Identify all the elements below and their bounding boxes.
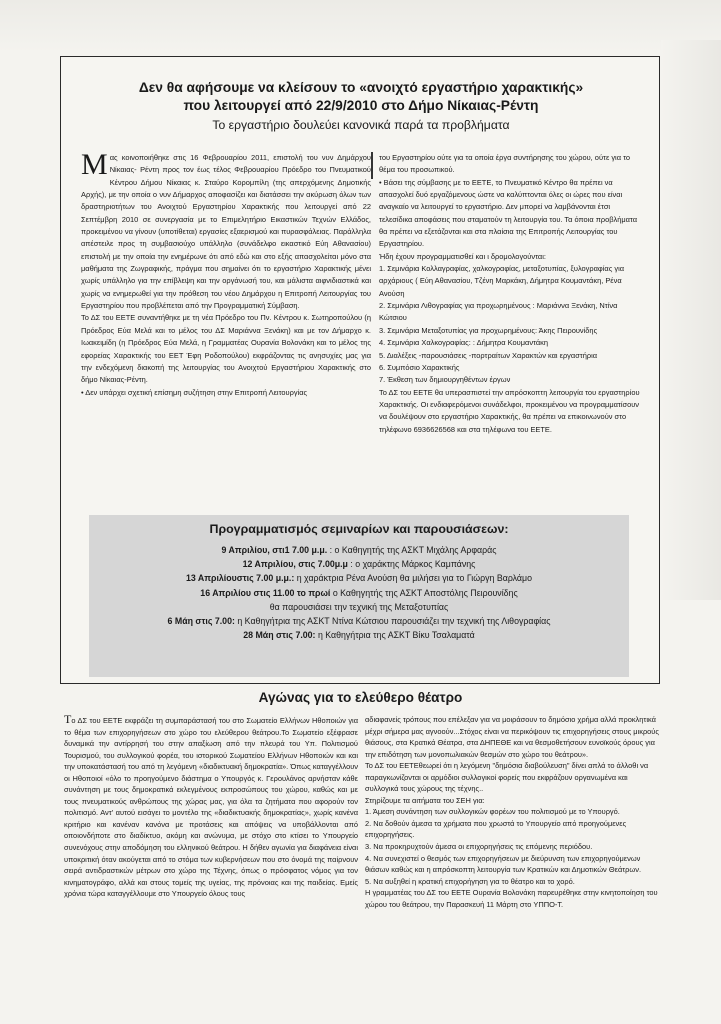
adjacent-page-bleed-right bbox=[661, 40, 721, 600]
article-paragraph: Ήδη έχουν προγραμματισθεί και ι δρομολογούνται: bbox=[379, 251, 546, 261]
schedule-item bbox=[89, 628, 629, 642]
article-paragraph: • Βάσει της σύμβασης με το ΕΕΤΕ, το Πνευματικό Κέντρο θα πρέπει να απασχολεί δυό εργαζόμενους ώστε να καλύπτονται όλες οι ώρες που είναι αναγκαίο να λειτουργεί το εργαστήριο. Δεν μπορεί να λαμβάνονται έτσι τελεσίδικα αποφάσεις που σταματούν τη λειτουργία του. Τα όποια προβλήματα θα πρέπει να εξετάζονται και στα πλαίσια της Επιτροπής Λειτουργίας του Εργαστηρίου. bbox=[379, 177, 638, 249]
article-body-text: ας κοινοποιήθηκε στις 16 Φεβρουαρίου 2011, επιστολή του νυν Δημάρχου Νίκαιας- Ρέντη προς τον έως τέλος Φεβρουαρίου Πρόεδρο του Πνευματικού Κέντρου Δήμου Νίκαιας κ. Σταύρο Κορομπίλη (της απερχόμενης Δημοτικής Αρχής), με την οποία ο νυν Δήμαρχος αποφασίζει και διατάσσει την ακύρωση όλων των δραστηριοτήτων του Ανοιχτού Εργαστηρίου Χαρακτικής που λειτουργεί από 22 Σεπτέμβρη 2010 σε συνεργασία με το Επιμελητήριο Εικαστικών Τεχνών Ελλάδος, προκειμένου να γίνουν (υποτίθεται) εργασίες εξαερισμού και πυρασφάλειας. Παράλληλα απέστειλε προς τη συμβασιούχο υπάλληλο (συνάδελφο εικαστικό Εύη Αθανασίου) επιστολή με την οποία την ενημέρωνε ότι από εδώ και στο εξής απασχολείται μόνο στα μαθήματα της Ζωγραφικής, πράγμα που σημαίνει ότι το εργαστήριο Χαρακτικής μένει χωρίς υπάλληλο για την επίβλεψη και την οργάνωσή του, και μάλιστα αιφνιδιαστικά και χωρίς να ενημερωθεί για την πρόθεση του νέου Δημάρχου η Επιτροπή Λειτουργίας του Εργαστηρίου που προβλέπεται από την Προγραμματική Σύμβαση. bbox=[81, 153, 371, 311]
theatre-left-column bbox=[64, 714, 358, 900]
schedule-box bbox=[89, 515, 629, 677]
schedule-description: θα παρουσιάσει την τεχνική της Μεταξοτυπίας bbox=[269, 601, 449, 612]
article-paragraph: Η γραμματέας του ΔΣ του ΕΕΤΕ Ουρανία Βολονάκη παρευρέθηκε στην κινητοποίηση του χώρου του θεάτρου, την Παρασκευή 11 Μάρτη στο ΥΠΠΟ-Τ. bbox=[365, 888, 658, 909]
schedule-date: 6 Μάη στις 7.00: bbox=[167, 616, 235, 627]
schedule-description: η Καθηγήτρια της ΑΣΚΤ Βίκυ Τσαλαματά bbox=[315, 630, 475, 641]
demand-list-item: 4. Να συνεχιστεί ο θεσμός των επιχορηγήσεων με διεύρυνση των επιχορηγούμενων θιάσων καθώς και η απρόσκοπτη λειτουργία των Κρατικών και Δημοτικών Θεάτρων. bbox=[365, 853, 642, 875]
schedule-description: : ο χαράκτης Μάρκος Καμπάνης bbox=[347, 559, 476, 570]
schedule-date: 13 Απριλίουστις 7.00 μ.μ.: bbox=[186, 573, 295, 584]
demand-list-item: 5. Να αυξηθεί η κρατική επιχορήγηση για το θέατρο και το χορό. bbox=[365, 876, 575, 886]
schedule-item bbox=[89, 600, 629, 614]
article-paragraph: • Δεν υπάρχει σχετική επίσημη συζήτηση στην Επιτροπή Λειτουργίας bbox=[81, 387, 308, 397]
article-paragraph: Το ΔΣ του ΕΕΤΕ θα υπερασπιστεί την απρόσκοπτη λειτουργία του εργαστηρίου Χαρακτικής. Οι ενδιαφερόμενοι συνάδελφοι, προκειμένου να προγραμματίσουν να δουλέψουν στο εργαστήριο Χαρακτικής, θα πρέπει να επικοινωνούν στο τηλέφωνο 6936626568 και στα τηλέφωνα του ΕΕΤΕ. bbox=[379, 387, 640, 434]
theatre-right-column bbox=[365, 714, 661, 910]
adjacent-page-bleed bbox=[0, 0, 721, 52]
drop-cap: Μ bbox=[81, 148, 108, 181]
seminar-list-item: 2. Σεμινάρια Λιθογραφίας για προχωρημένους : Μαριάννα Ξενάκη, Ντίνα Κώτσιου bbox=[379, 301, 618, 323]
schedule-date: 16 Απριλίου στις 11.00 το πρωί bbox=[200, 587, 331, 598]
schedule-item bbox=[89, 614, 629, 628]
workshop-article bbox=[60, 56, 660, 684]
seminar-list-item: 3. Σεμινάρια Μεταξοτυπίας για προχωρημένους: Άκης Πειρουνίδης bbox=[379, 325, 598, 335]
seminar-list-item: 6. Συμπόσιο Χαρακτικής bbox=[379, 362, 460, 372]
demand-list-item: 2. Να δοθούν άμεσα τα χρήματα που χρωστά το Υπουργείο από προηγούμενες επιχορηγήσεις. bbox=[365, 818, 627, 840]
demand-list-item: 3. Να προκηρυχτούν άμεσα οι επιχορηγήσεις τις επόμενης περιόδου. bbox=[365, 842, 593, 852]
schedule-description: : ο Καθηγητής της ΑΣΚΤ Μιχάλης Αρφαράς bbox=[327, 545, 497, 555]
schedule-description: η Καθηγήτρια της ΑΣΚΤ Ντίνα Κώτσιου παρουσιάζει την τεχνική της Λιθογραφίας bbox=[234, 616, 551, 627]
theatre-article-title: Αγώνας για το ελεύθερο θέατρο bbox=[258, 690, 463, 705]
seminar-list-item: 4. Σεμινάρια Χαλκογραφίας: : Δήμητρα Κουμαντάκη bbox=[379, 338, 549, 348]
schedule-date: 9 Απριλίου, στι1 7.00 μ.μ. bbox=[221, 545, 328, 555]
seminar-list-item: 5. Διαλέξεις -παρουσιάσεις -πορτραίτων Χαρακτών και εργαστήρια bbox=[379, 350, 598, 360]
article-paragraph: Στηρίζουμε τα αιτήματα του ΣΕΗ για: bbox=[365, 795, 485, 805]
article-left-column bbox=[81, 148, 371, 399]
article-right-column bbox=[379, 152, 641, 436]
article-title-line1: Δεν θα αφήσουμε να κλείσουν το «ανοιχτό εργαστήριο χαρακτικής» bbox=[138, 80, 584, 95]
seminar-list-item: 7. Έκθεση των δημιουργηθέντων έργων bbox=[379, 375, 511, 385]
article-paragraph: του Εργαστηρίου ούτε για τα οποία έργα συντήρησης του χώρου, ούτε για το θέμα του προσωπικού. bbox=[379, 153, 631, 175]
article-paragraph bbox=[81, 148, 371, 312]
article-paragraph: Το ΔΣ του ΕΕΤΕθεωρεί ότι η λεγόμενη "δημόσια διαβούλευση" δίνει απλά το άλλοθι να παραγκωνίζονται οι αρμόδιοι συλλογικοί φορείς που εκφράζουν οργανωμένα και συλλογικά τους χώρους της τέχνης.. bbox=[365, 761, 649, 794]
schedule-item bbox=[89, 557, 629, 571]
column-divider bbox=[371, 152, 373, 179]
drop-cap: Τ bbox=[64, 712, 72, 726]
schedule-description: η χαράκτρια Ρένα Ανούση θα μιλήσει για το Γιώργη Βαρλάμο bbox=[294, 573, 532, 584]
seminar-list-item: 1. Σεμινάρια Κολλαγραφίας, χαλκογραφίας, μεταξοτυπίας, ξυλογραφίας για αρχάριους ( Εύη Αθανασίου, Τζένη Μαρκάκη, Δήμητρα Κουμαντάκη, Ρένα Ανούση bbox=[379, 264, 625, 298]
article-paragraph: αδιαφανείς τρόπους που επέλεξαν για να μοιράσουν το δημόσιο χρήμα αλλά προκλητικά μέχρι σήμερα μας αγνοούν...Στόχος είναι να περικόψουν τις επιχορηγήσεις στους μικρούς θιάσους, στα Κρατικά Θέατρα, στα ΔΗΠΕΘΕ και να θεσμοθετήσουν ευνοϊκούς όρους για την επιδότηση των μονοπωλιακών θεσμών στο χώρο του θεάτρου». bbox=[365, 715, 659, 759]
schedule-list bbox=[89, 543, 629, 642]
article-body-text: ο ΔΣ του ΕΕΤΕ εκφράζει τη συμπαράστασή του στο Σωματείο Ελλήνων Ηθοποιών για το θέμα των επιχορηγήσεων στο χώρο του ελεύθερου θεάτρου.Το Σωματείο εξέφρασε δυναμικά την αντίρρησή του στην απαξίωση από την πλευρά του Υπ. Πολιτισμού Τουρισμού, του συλλογικού φορέα, του ιστορικού Σωματείου Ελλήνων Ηθοποιών και και την υποκατάστασή του από τη λεγόμενη «διαδικτυακή δημοκρατία». Όπως καταγγέλλουν οι Ηθοποιοί «όλο το προηγούμενο διάστημα ο Υπουργός κ. Γερουλάνος αρνήσταν κάθε συνάντηση με τους δημοκρατικά εκλεγμένους εκπροσώπους του χώρου, καθώς και με τους πνευματικούς ανθρώπους της χώρας μας, για όλα τα ζητήματα που αφορούν τον πολιτισμό. Αντ' αυτού εισάγει το μοντέλο της «διαδικτυακής δημοκρατίας», χωρίς κανένα κριτήριο και κανέναν κανόνα με προτάσεις και απόψεις να υποβάλλονται από οποιονδήποτε στο διαδίκτυο, ακόμη και ανώνυμα, με στόχο στο κτίσει το Υπουργείο συνενόχους στην αποδόμηση του ελληνικού θεάτρου. Η δήθεν αγωνία για διαφάνεια είναι υποκριτική όταν ακούγεται από το στόμα των κυβερνήσεων που στο όνομά της παίρνουν σειρά αντιδραστικών μέτρων στο χώρο της Τέχνης, όπως ο πρόσφατος νόμος για τον κινηματογράφο, αλλά και στους τομείς της υγείας, της πρόνοιας και της παιδείας. Εμείς χρόνια τώρα καταγγέλλουμε στο Υπουργείο όλους τους bbox=[64, 716, 358, 899]
schedule-item bbox=[89, 571, 629, 585]
schedule-date: 12 Απριλίου, στις 7.00μ.μ bbox=[242, 559, 348, 570]
schedule-item bbox=[89, 543, 629, 557]
article-subtitle: Το εργαστήριο δουλεύει κανονικά παρά τα προβλήματα bbox=[212, 118, 510, 132]
article-title-line2: που λειτουργεί από 22/9/2010 στο Δήμο Νίκαιας-Ρέντη bbox=[183, 98, 539, 113]
article-paragraph: Το ΔΣ του ΕΕΤΕ συναντήθηκε με τη νέα Πρόεδρο του Πν. Κέντρου κ. Σωτηροπούλου (η Πρόεδρος Εύα Μελά και το μέλος του ΔΣ Μαριάννα Ξενάκη) και με τον Δήμαρχο κ. Ιωακειμίδη (η Πρόεδρος Εύα Μελά, η Γραμματέας Ουρανία Βολονάκη και το μέλος της εφορείας Χαρακτικής του ΕΕΤ Έφη Ροδοπούλου) εκφράζοντας τις ανησυχίες μας για την ενδεχόμενη διακοπή της λειτουργίας του Ανοιχτού Εργαστήριου Χαρακτικής στο δήμο Νίκαιας-Ρέντη. bbox=[81, 313, 371, 385]
schedule-date: 28 Μάη στις 7.00: bbox=[243, 630, 316, 641]
schedule-item bbox=[89, 586, 629, 600]
schedule-description: ο Καθηγητής της ΑΣΚΤ Αποστόλης Πειρουνίδης bbox=[330, 587, 518, 598]
schedule-title: Προγραμματισμός σεμιναρίων και παρουσιάσεων: bbox=[209, 522, 509, 536]
demand-list-item: 1. Άμεση συνάντηση των συλλογικών φορέων του πολιτισμού με το Υπουργό. bbox=[365, 807, 620, 817]
article-paragraph bbox=[64, 714, 358, 900]
article-title bbox=[61, 79, 661, 115]
